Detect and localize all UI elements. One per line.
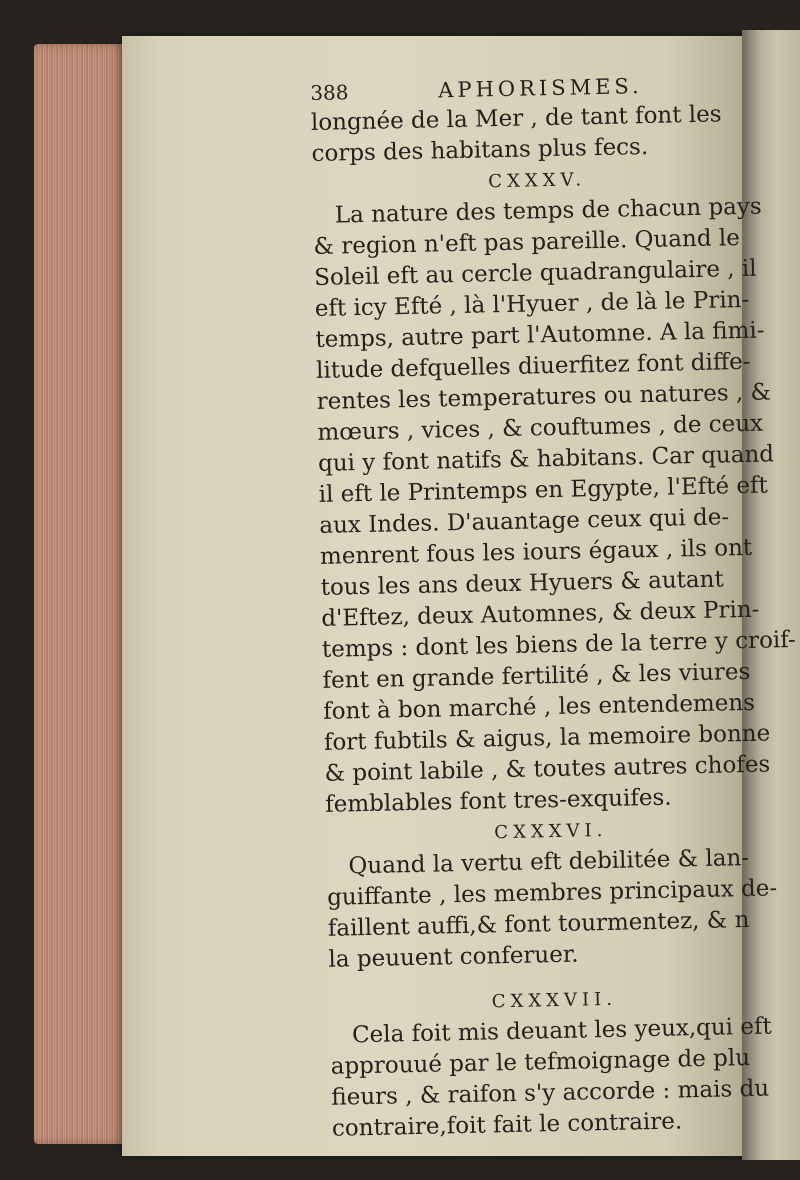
text-line: longnée de la Mer , de tant font les [310,101,722,136]
page-number: 388 [310,80,349,105]
aphorism-number: CXXXVII. [491,988,618,1013]
text-line: font à bon marché , les entendemens [323,689,756,725]
aphorism-number: CXXXVI. [494,819,608,844]
text-line: & region n'eft pas pareille. Quand le [313,225,741,260]
aphorism-number: CXXXV. [488,169,587,193]
text-line: faillent auffi,& font tourmentez, & n [327,906,750,942]
text-line: fort fubtils & aigus, la memoire bonne [323,720,771,756]
text-line: temps, autre part l'Automne. A la fimi- [315,317,765,353]
page-text [310,69,796,1145]
text-line: & point labile , & toutes autres chofes [324,751,771,787]
text-line: rentes les temperatures ou natures , & [316,379,772,415]
text-line: fieurs , & raifon s'y accorde : mais du [331,1075,770,1111]
page-fore-edge [34,44,126,1144]
text-line: litude defquelles diuerfitez font diffe- [315,348,751,384]
text-line: contraire,foit fait le contraire. [331,1108,683,1142]
text-line: fent en grande fertilité , & les viures [322,658,751,694]
text-line: temps : dont les biens de la terre y croif- [321,626,796,663]
text-line: guiffante , les membres principaux de- [326,875,778,911]
text-line: Quand la vertu eft debilitée & lan- [348,844,750,880]
text-line: qui y font natifs & habitans. Car quand [317,441,775,477]
text-line: tous les ans deux Hyuers & autant [320,566,724,601]
text-line: la peuuent conferuer. [328,941,579,973]
text-line: il eft le Printemps en Egypte, l'Efté eft [318,472,768,508]
text-line: Cela foit mis deuant les yeux,qui eft [351,1013,772,1049]
text-line: Soleil eft au cercle quadrangulaire , il [313,255,757,291]
text-line: d'Eftez, deux Automnes, & deux Prin- [321,596,760,632]
text-line: femblables font tres-exquifes. [324,784,672,818]
running-title: APHORISMES. [438,74,643,103]
text-line: approuué par le tefmoignage de plu [330,1045,751,1080]
text-line: corps des habitans plus fecs. [311,133,649,167]
text-line: eft icy Efté , là l'Hyuer , de là le Prin- [314,286,750,322]
text-line: La nature des temps de chacun pays [334,193,762,229]
text-line: mœurs , vices , & couftumes , de ceux [317,410,764,446]
text-line: menrent fous les iours égaux , ils ont [319,534,753,570]
text-line: aux Indes. D'auantage ceux qui de- [319,504,730,539]
